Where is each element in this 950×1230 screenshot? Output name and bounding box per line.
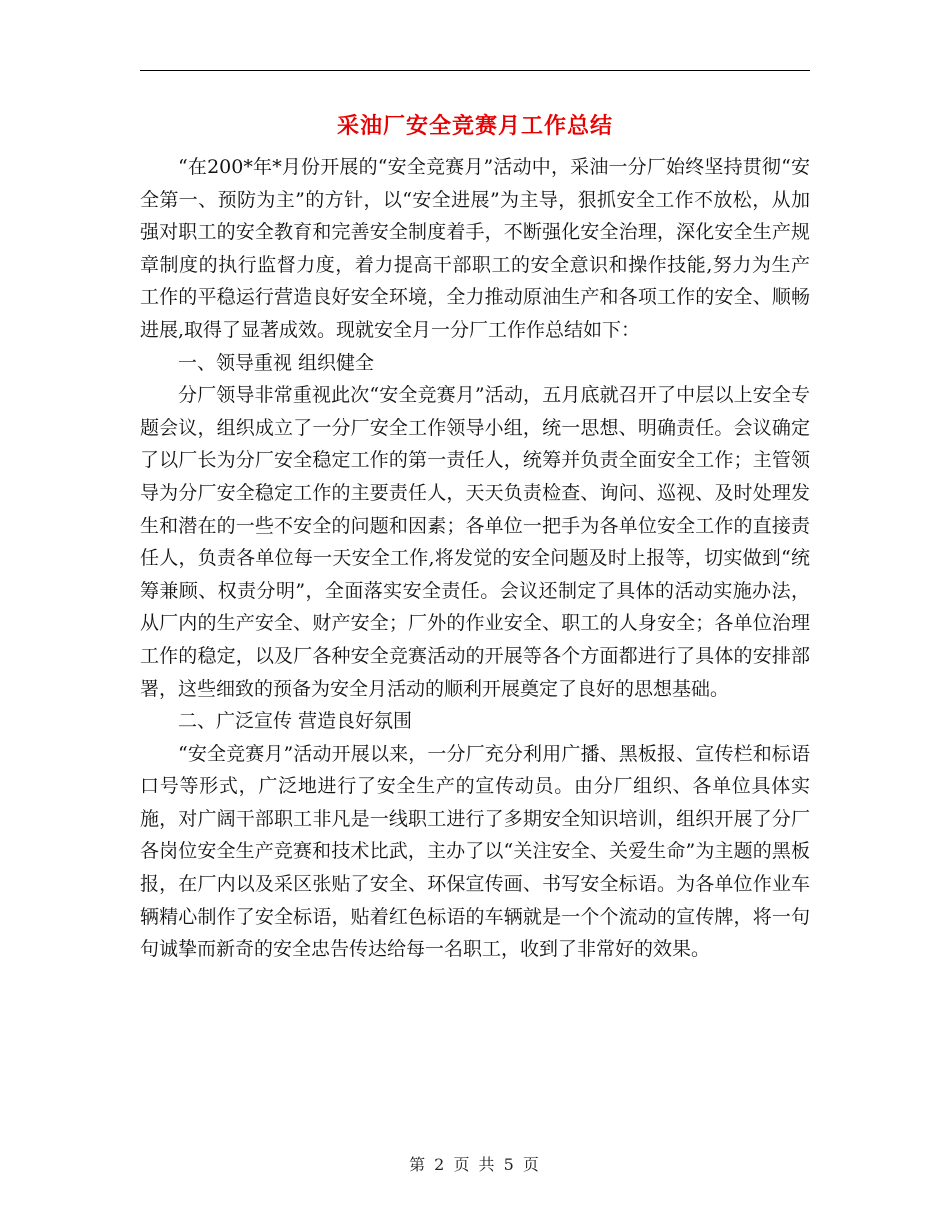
intro-paragraph: “在200*年*月份开展的“安全竞赛月”活动中，采油一分厂始终坚持贯彻“安全第一、预防为主”的方针，以“安全进展”为主导，狠抓安全工作不放松，从加强对职工的安全教育和完善安全制度着手，不断强化安全治理，深化安全生产规章制度的执行监督力度，着力提高干部职工的安全意识和操作技能,努力为生产工作的平稳运行营造良好安全环境，全力推动原油生产和各项工作的安全、顺畅进展,取得了显著成效。现就安全月一分厂工作作总结如下： [140,156,810,341]
header-rule [140,70,810,71]
section-heading-2: 二、广泛宣传 营造良好氛围 [178,710,413,733]
section-2-paragraph: “安全竞赛月”活动开展以来，一分厂充分利用广播、黑板报、宣传栏和标语口号等形式，广泛地进行了安全生产的宣传动员。由分厂组织、各单位具体实施，对广阔干部职工非凡是一线职工进行了多期安全知识培训，组织开展了分厂各岗位安全生产竞赛和技术比武，主办了以“关注安全、关爱生命”为主题的黑板报，在厂内以及采区张贴了安全、环保宣传画、书写安全标语。为各单位作业车辆精心制作了安全标语，贴着红色标语的车辆就是一个个流动的宣传牌，将一句句诚挚而新奇的安全忠告传达给每一名职工，收到了非常好的效果。 [140,742,810,961]
document-body [140,151,810,966]
page-number-footer: 第 2 页 共 5 页 [409,1155,541,1174]
document-title: 采油厂安全竞赛月工作总结 [336,113,613,139]
section-1-paragraph: 分厂领导非常重视此次“安全竞赛月”活动，五月底就召开了中层以上安全专题会议，组织成立了一分厂安全工作领导小组，统一思想、明确责任。会议确定了以厂长为分厂安全稳定工作的第一责任人，统筹并负责全面安全工作；主管领导为分厂安全稳定工作的主要责任人，天天负责检查、询问、巡视、及时处理发生和潜在的一些不安全的问题和因素；各单位一把手为各单位安全工作的直接责任人，负责各单位每一天安全工作,将发觉的安全问题及时上报等，切实做到“统筹兼顾、权责分明”，全面落实安全责任。会议还制定了具体的活动实施办法，从厂内的生产安全、财产安全；厂外的作业安全、职工的人身安全；各单位治理工作的稳定，以及厂各种安全竞赛活动的开展等各个方面都进行了具体的安排部署，这些细致的预备为安全月活动的顺利开展奠定了良好的思想基础。 [140,384,810,700]
section-heading-1: 一、领导重视 组织健全 [178,351,375,374]
